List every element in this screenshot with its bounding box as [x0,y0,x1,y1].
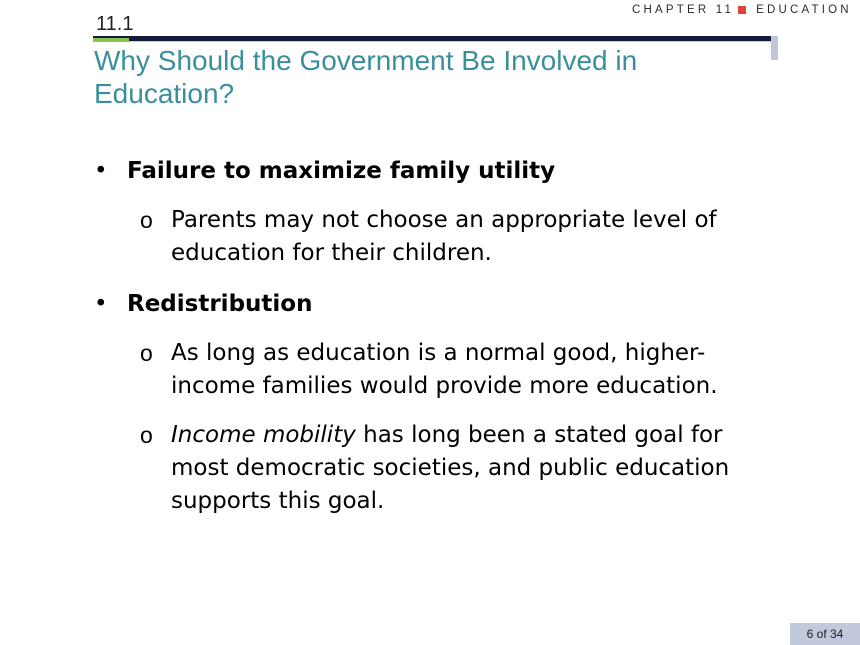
sub-bullet-italic-term: Income mobility [171,422,356,448]
bullet-text: Failure to maximize family utility [127,158,556,184]
slide-content [94,155,754,518]
section-number: 11.1 [96,13,134,35]
square-icon [738,6,746,14]
sub-bullet-icon: o [140,340,153,366]
bullet-text: Redistribution [127,291,313,317]
sub-bullet-text: has long been a stated goal for most democratic societies, and public education supports this goal. [171,422,730,514]
header-rule-end [771,36,778,60]
bullet-icon: • [94,158,108,184]
sub-bullet-text: As long as education is a normal good, higher-income families would provide more education. [171,340,718,399]
chapter-label: CHAPTER 11 [632,4,735,16]
bullet-icon: • [94,291,108,317]
header-rule [93,36,775,41]
chapter-topic: EDUCATION [756,4,852,16]
sub-bullet-icon: o [140,422,153,448]
chapter-header [632,4,852,16]
page-indicator: 6 of 34 [790,623,860,645]
bullet-item [94,288,754,321]
section-number-underline [93,38,129,42]
sub-bullet-icon: o [140,207,153,233]
sub-bullet-item [94,337,754,403]
sub-bullet-item [94,204,754,270]
slide-title: Why Should the Government Be Involved in Education? [94,45,638,109]
sub-bullet-text: Parents may not choose an appropriate level of education for their children. [171,207,717,266]
bullet-item [94,155,754,188]
sub-bullet-item [94,419,754,518]
